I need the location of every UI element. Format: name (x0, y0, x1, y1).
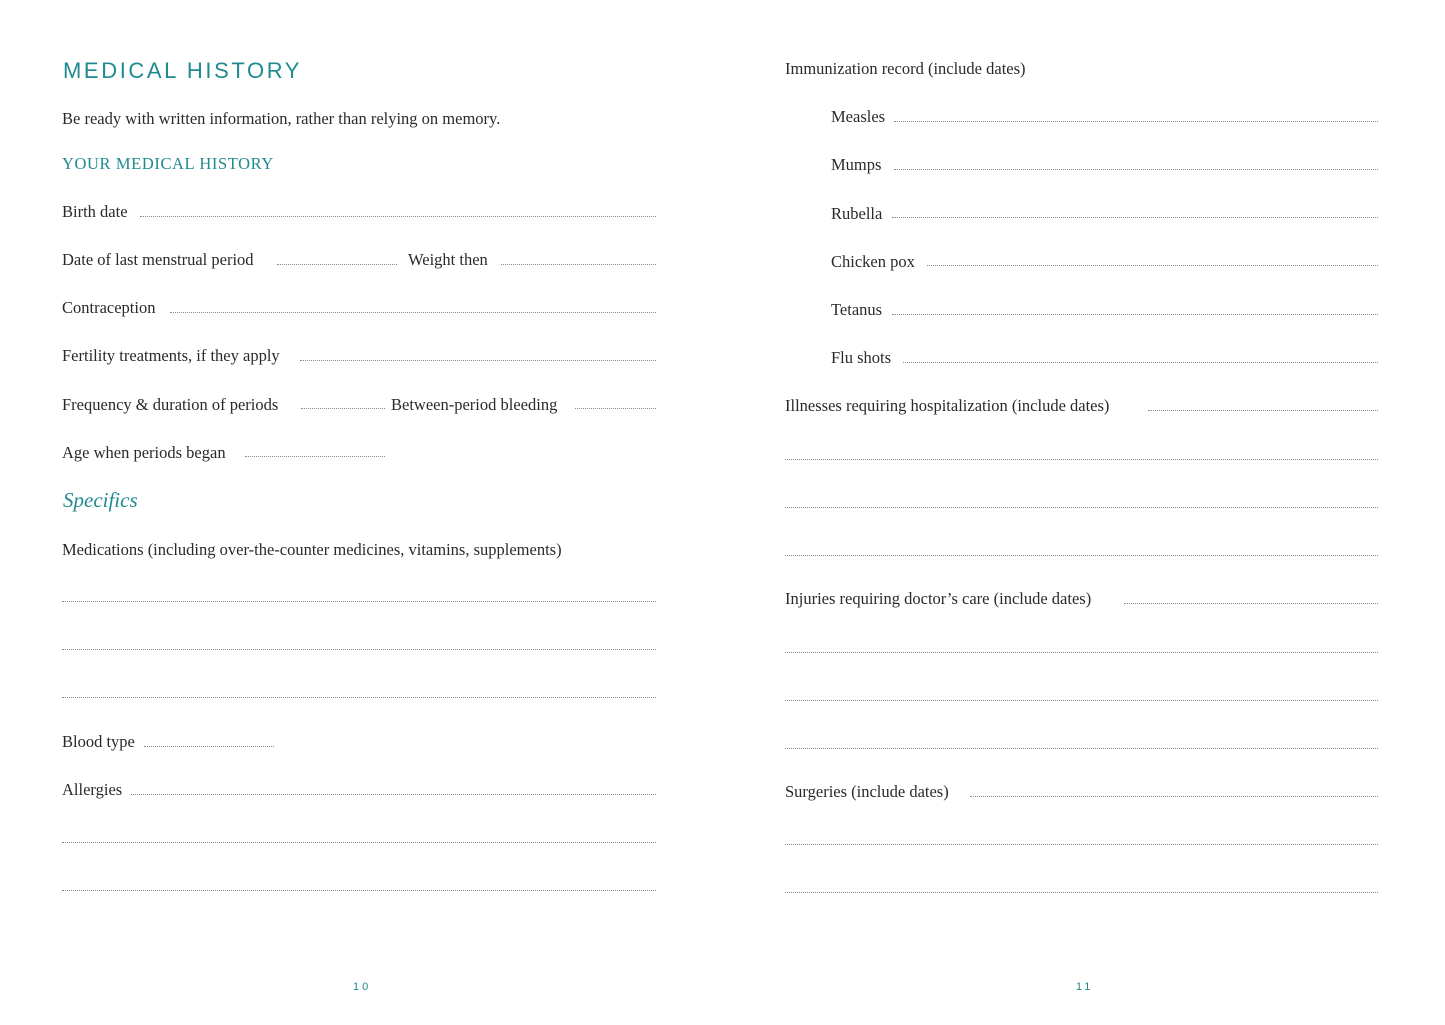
illnesses-line[interactable] (785, 555, 1378, 556)
surgeries-label: Surgeries (include dates) (785, 782, 949, 801)
surgeries-line[interactable] (785, 892, 1378, 893)
blood-type-field[interactable] (144, 746, 274, 747)
between-bleeding-label: Between-period bleeding (391, 395, 558, 414)
allergies-field[interactable] (131, 794, 656, 795)
medications-line[interactable] (62, 649, 656, 650)
between-bleeding-field[interactable] (575, 408, 656, 409)
injuries-field[interactable] (1124, 603, 1378, 604)
allergies-label: Allergies (62, 780, 123, 799)
vaccine-flu-shots-label: Flu shots (831, 348, 892, 367)
frequency-label: Frequency & duration of periods (62, 395, 279, 414)
immunization-heading: Immunization record (include dates) (785, 59, 1026, 78)
last-period-label: Date of last menstrual period (62, 250, 254, 269)
frequency-field[interactable] (301, 408, 385, 409)
vaccine-chicken-pox-field[interactable] (927, 265, 1378, 266)
fertility-label: Fertility treatments, if they apply (62, 346, 280, 365)
vaccine-mumps-label: Mumps (831, 155, 882, 174)
vaccine-flu-shots-field[interactable] (903, 362, 1378, 363)
specifics-heading: Specifics (63, 488, 138, 512)
medications-line[interactable] (62, 601, 656, 602)
page-number-right: 11 (1076, 981, 1094, 993)
page-number-left: 10 (353, 981, 372, 993)
blood-type-label: Blood type (62, 732, 135, 751)
surgeries-field[interactable] (970, 796, 1378, 797)
illnesses-label: Illnesses requiring hospitalization (include dates) (785, 396, 1110, 415)
injuries-line[interactable] (785, 748, 1378, 749)
fertility-field[interactable] (300, 360, 656, 361)
medications-line[interactable] (62, 697, 656, 698)
injuries-line[interactable] (785, 652, 1378, 653)
medications-label: Medications (including over-the-counter medicines, vitamins, supplements) (62, 540, 562, 559)
page-title: MEDICAL HISTORY (63, 58, 303, 83)
section-heading: YOUR MEDICAL HISTORY (62, 154, 274, 173)
contraception-field[interactable] (170, 312, 656, 313)
vaccine-rubella-field[interactable] (892, 217, 1378, 218)
allergies-line[interactable] (62, 890, 656, 891)
vaccine-chicken-pox-label: Chicken pox (831, 252, 915, 271)
allergies-line[interactable] (62, 842, 656, 843)
illnesses-line[interactable] (785, 507, 1378, 508)
weight-then-label: Weight then (408, 250, 488, 269)
age-began-field[interactable] (245, 456, 385, 457)
birth-date-field[interactable] (140, 216, 656, 217)
birth-date-label: Birth date (62, 202, 128, 221)
vaccine-measles-field[interactable] (894, 121, 1378, 122)
weight-then-field[interactable] (501, 264, 656, 265)
last-period-field[interactable] (277, 264, 397, 265)
vaccine-tetanus-label: Tetanus (831, 300, 883, 319)
vaccine-measles-label: Measles (831, 107, 886, 126)
vaccine-rubella-label: Rubella (831, 204, 883, 223)
surgeries-line[interactable] (785, 844, 1378, 845)
vaccine-mumps-field[interactable] (894, 169, 1378, 170)
injuries-line[interactable] (785, 700, 1378, 701)
illnesses-line[interactable] (785, 459, 1378, 460)
contraception-label: Contraception (62, 298, 156, 317)
vaccine-tetanus-field[interactable] (892, 314, 1378, 315)
illnesses-field[interactable] (1148, 410, 1378, 411)
injuries-label: Injuries requiring doctor’s care (include dates) (785, 589, 1092, 608)
age-began-label: Age when periods began (62, 443, 226, 462)
intro-text: Be ready with written information, rather than relying on memory. (62, 109, 501, 128)
